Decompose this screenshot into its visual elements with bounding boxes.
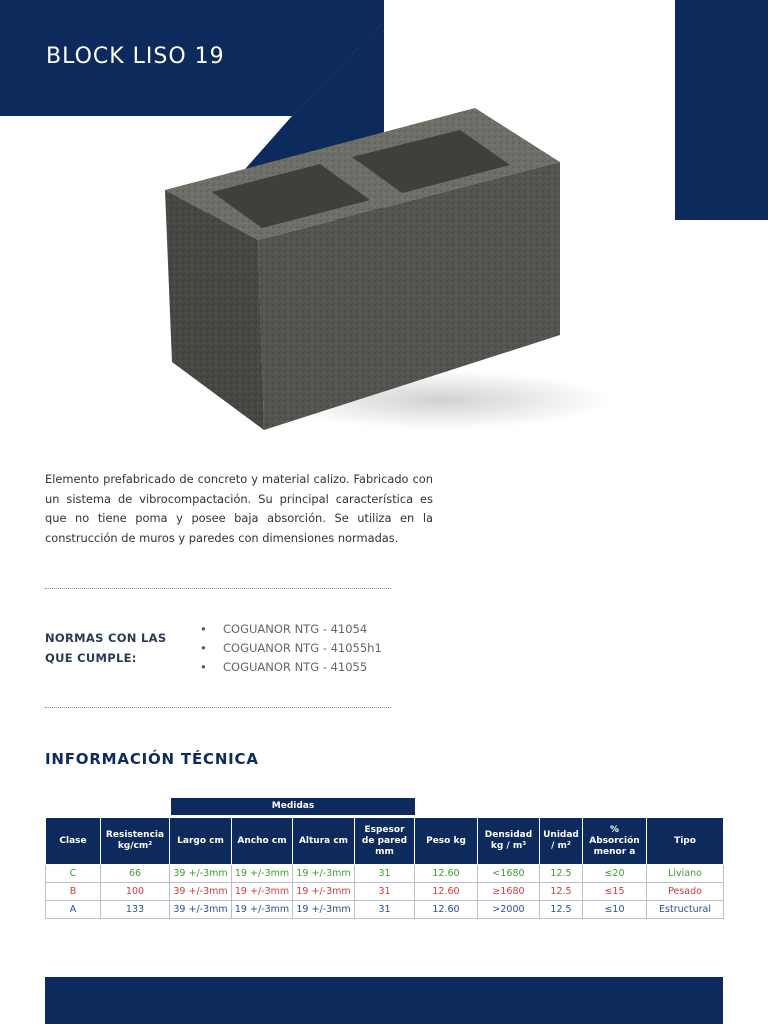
- cell-ancho: 19 +/-3mm: [232, 883, 293, 901]
- cell-densidad: ≥1680: [478, 883, 540, 901]
- page-title: BLOCK LISO 19: [46, 44, 225, 69]
- col-header-tipo: Tipo: [647, 818, 724, 865]
- technical-table: [45, 817, 724, 919]
- concrete-block-image: [140, 100, 610, 460]
- col-header-unidad: Unidad / m²: [540, 818, 583, 865]
- col-header-espesor: Espesor de pared mm: [355, 818, 415, 865]
- cell-densidad: >2000: [478, 901, 540, 919]
- col-header-resistencia: Resistencia kg/cm²: [101, 818, 170, 865]
- col-header-ancho: Ancho cm: [232, 818, 293, 865]
- cell-ancho: 19 +/-3mm: [232, 865, 293, 883]
- col-header-peso: Peso kg: [415, 818, 478, 865]
- technical-info-heading: INFORMACIÓN TÉCNICA: [45, 750, 259, 768]
- norms-list: [200, 620, 382, 677]
- cell-tipo: Pesado: [647, 883, 724, 901]
- cell-clase: B: [46, 883, 101, 901]
- table-row: [46, 865, 724, 883]
- footer-band: [45, 977, 723, 1024]
- cell-clase: C: [46, 865, 101, 883]
- cell-unidad: 12.5: [540, 901, 583, 919]
- cell-espesor: 31: [355, 865, 415, 883]
- cell-unidad: 12.5: [540, 865, 583, 883]
- cell-altura: 19 +/-3mm: [293, 865, 355, 883]
- col-header-largo: Largo cm: [170, 818, 232, 865]
- cell-clase: A: [46, 901, 101, 919]
- divider-bottom: [45, 707, 391, 708]
- cell-espesor: 31: [355, 883, 415, 901]
- cell-resistencia: 66: [101, 865, 170, 883]
- cell-absorcion: ≤10: [583, 901, 647, 919]
- col-header-altura: Altura cm: [293, 818, 355, 865]
- table-header-row: [46, 818, 724, 865]
- cell-largo: 39 +/-3mm: [170, 865, 232, 883]
- cell-largo: 39 +/-3mm: [170, 901, 232, 919]
- cell-peso: 12.60: [415, 901, 478, 919]
- col-header-absorcion: % Absorción menor a: [583, 818, 647, 865]
- cell-largo: 39 +/-3mm: [170, 883, 232, 901]
- medidas-group-header: Medidas: [171, 798, 415, 815]
- norms-label: NORMAS CON LAS QUE CUMPLE:: [45, 631, 167, 665]
- col-header-clase: Clase: [46, 818, 101, 865]
- divider-top: [45, 588, 391, 589]
- product-description: Elemento prefabricado de concreto y material calizo. Fabricado con un sistema de vibrocompactación. Su principal característica es que no tiene poma y posee baja absorción. Se utiliza en la construcción de muros y paredes con dimensiones normadas.: [45, 472, 433, 545]
- cell-resistencia: 100: [101, 883, 170, 901]
- cell-absorcion: ≤20: [583, 865, 647, 883]
- cell-tipo: Estructural: [647, 901, 724, 919]
- cell-altura: 19 +/-3mm: [293, 901, 355, 919]
- cell-ancho: 19 +/-3mm: [232, 901, 293, 919]
- cell-altura: 19 +/-3mm: [293, 883, 355, 901]
- cell-unidad: 12.5: [540, 883, 583, 901]
- col-header-densidad: Densidad kg / m³: [478, 818, 540, 865]
- cell-peso: 12.60: [415, 883, 478, 901]
- cell-densidad: <1680: [478, 865, 540, 883]
- table-row: [46, 883, 724, 901]
- cell-espesor: 31: [355, 901, 415, 919]
- cell-tipo: Liviano: [647, 865, 724, 883]
- cell-absorcion: ≤15: [583, 883, 647, 901]
- norm-item: • COGUANOR NTG - 41055: [200, 658, 382, 677]
- norm-item: • COGUANOR NTG - 41054: [200, 620, 382, 639]
- cell-peso: 12.60: [415, 865, 478, 883]
- table-row: [46, 901, 724, 919]
- cell-resistencia: 133: [101, 901, 170, 919]
- norm-item: • COGUANOR NTG - 41055h1: [200, 639, 382, 658]
